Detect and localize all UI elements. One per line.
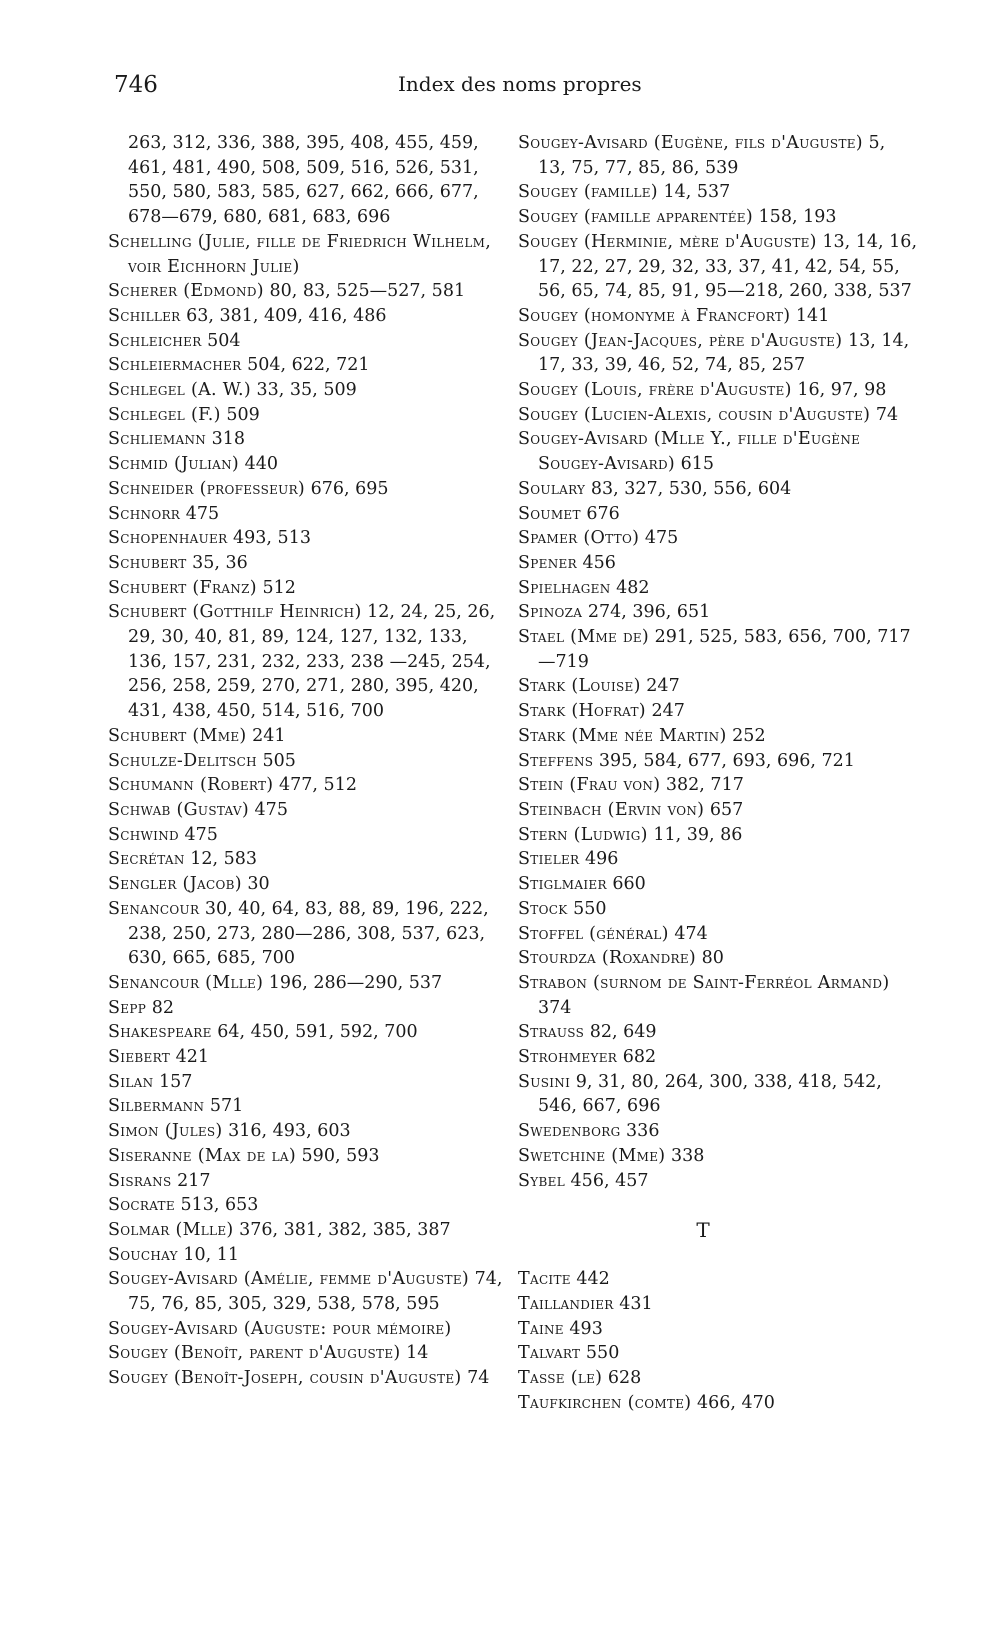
entry-page-references: 493, 513 bbox=[233, 528, 311, 549]
entry-page-references: 80 bbox=[701, 948, 724, 969]
index-entry bbox=[108, 304, 503, 329]
entry-page-references: 504, 622, 721 bbox=[247, 355, 370, 376]
entry-page-references: 509 bbox=[226, 404, 260, 425]
continued-references: 263, 312, 336, 388, 395, 408, 455, 459, 461, 481, 490, 508, 509, 516, 526, 531, 550, 580, 583, 585, 627, 662, 666, 677, 678—679, 680, 681, 683, 696 bbox=[128, 133, 479, 228]
entry-page-references: 513, 653 bbox=[180, 1195, 259, 1216]
index-entry bbox=[108, 378, 503, 403]
index-column-right bbox=[518, 131, 918, 1416]
entry-name: Sybel bbox=[518, 1170, 565, 1191]
index-entry bbox=[518, 699, 918, 724]
index-entry bbox=[518, 477, 918, 502]
entry-page-references: 440 bbox=[244, 454, 278, 475]
index-entry bbox=[518, 427, 918, 476]
entry-page-references: 590, 593 bbox=[301, 1145, 380, 1166]
entry-page-references: 475 bbox=[185, 503, 220, 524]
entry-page-references: 550 bbox=[573, 898, 607, 919]
index-entry bbox=[108, 1267, 503, 1316]
entry-name: Spener bbox=[518, 552, 577, 573]
index-entry bbox=[108, 724, 503, 749]
entry-name: Schumann (Robert) bbox=[108, 775, 274, 796]
entry-name: Senancour (Mlle) bbox=[108, 972, 264, 993]
entry-page-references: 550 bbox=[585, 1343, 620, 1364]
entry-page-references: 82, 649 bbox=[589, 1022, 657, 1043]
entry-name: Sougey-Avisard (Eugène, fils d'Auguste) bbox=[518, 133, 863, 153]
index-entry bbox=[518, 847, 918, 872]
entry-page-references: 158, 193 bbox=[758, 207, 837, 228]
entry-name: Tasse (le) bbox=[518, 1368, 603, 1389]
index-entry bbox=[108, 1341, 503, 1366]
entry-name: Sougey (famille) bbox=[518, 182, 658, 203]
entry-page-references: 291, 525, 583, 656, 700, 717—719 bbox=[538, 627, 911, 672]
entry-name: Schmid (Julian) bbox=[108, 454, 240, 475]
entry-name: Taufkirchen (comte) bbox=[518, 1392, 692, 1413]
index-entry bbox=[108, 551, 503, 576]
entry-page-references: 477, 512 bbox=[279, 775, 357, 796]
entry-name: Solmar (Mlle) bbox=[108, 1219, 234, 1240]
index-entry bbox=[108, 576, 503, 601]
entry-name: Simon (Jules) bbox=[108, 1121, 223, 1142]
entry-page-references: 456, 457 bbox=[570, 1170, 649, 1191]
index-entry bbox=[518, 1292, 918, 1317]
entry-page-references: 456 bbox=[582, 552, 616, 573]
entry-name: Schleiermacher bbox=[108, 355, 242, 376]
index-entry bbox=[518, 1366, 918, 1391]
entry-page-references: 505 bbox=[262, 750, 296, 771]
entry-name: Schnorr bbox=[108, 503, 181, 524]
entry-page-references: 504 bbox=[207, 330, 241, 351]
index-entry bbox=[518, 798, 918, 823]
index-entry bbox=[518, 897, 918, 922]
index-entry bbox=[108, 427, 503, 452]
entry-page-references: 196, 286—290, 537 bbox=[268, 972, 443, 993]
index-entry bbox=[518, 625, 918, 674]
index-entry bbox=[108, 897, 503, 971]
entry-name: Stein (Frau von) bbox=[518, 775, 661, 796]
entry-page-references: 30, 40, 64, 83, 88, 89, 196, 222, 238, 250, 273, 280—286, 308, 537, 623, 630, 665, 685, 700 bbox=[128, 898, 489, 969]
entry-page-references: 33, 35, 509 bbox=[256, 380, 357, 401]
entry-name: Senancour bbox=[108, 898, 200, 919]
entry-name: Stark (Mme née Martin) bbox=[518, 725, 727, 746]
entry-name: Spamer (Otto) bbox=[518, 528, 640, 549]
entry-page-references: 35, 36 bbox=[192, 552, 248, 573]
entry-page-references: 141 bbox=[795, 305, 830, 326]
entry-name: Sepp bbox=[108, 997, 147, 1018]
entry-page-references: 660 bbox=[612, 874, 646, 895]
index-entry bbox=[108, 1119, 503, 1144]
entry-name: Spinoza bbox=[518, 602, 583, 623]
entry-name: Schwind bbox=[108, 824, 179, 845]
entry-page-references: 12, 24, 25, 26, 29, 30, 40, 81, 89, 124, 127, 132, 133, 136, 157, 231, 232, 233, 238 —245, 254, 256, 258, 259, 270, 271, 280, 395, 420, 431, 438, 450, 514, 516, 700 bbox=[128, 602, 496, 722]
index-entry bbox=[518, 600, 918, 625]
entry-page-references: 10, 11 bbox=[183, 1244, 240, 1265]
entry-name: Stael (Mme de) bbox=[518, 627, 650, 648]
entry-page-references: 74 bbox=[467, 1368, 490, 1389]
index-entry bbox=[108, 1070, 503, 1095]
index-entry bbox=[108, 749, 503, 774]
index-column-left bbox=[108, 131, 503, 1391]
entry-page-references: 11, 39, 86 bbox=[653, 824, 743, 845]
entry-name: Schliemann bbox=[108, 429, 207, 450]
index-entry bbox=[518, 946, 918, 971]
entry-page-references: 475 bbox=[254, 799, 288, 820]
index-entry bbox=[108, 1094, 503, 1119]
entry-page-references: 217 bbox=[177, 1170, 211, 1191]
entry-page-references: 442 bbox=[576, 1269, 610, 1290]
entry-page-references: 318 bbox=[211, 429, 246, 450]
entry-name: Sougey (Jean-Jacques, père d'Auguste) bbox=[518, 330, 843, 351]
entry-name: Sougey (Lucien-Alexis, cousin d'Auguste) bbox=[518, 404, 871, 425]
index-entry bbox=[518, 205, 918, 230]
entry-name: Siseranne (Max de la) bbox=[108, 1145, 296, 1166]
index-entry bbox=[518, 551, 918, 576]
index-entry bbox=[108, 600, 503, 724]
index-entry bbox=[518, 1341, 918, 1366]
entry-name: Sougey-Avisard (Mlle Y., fille d'Eugène Sougey-Avisard) bbox=[518, 429, 861, 475]
entry-name: Schubert (Mme) bbox=[108, 725, 247, 746]
entry-name: Socrate bbox=[108, 1195, 175, 1216]
index-entry bbox=[518, 329, 918, 378]
index-entry bbox=[518, 1119, 918, 1144]
entry-name: Schneider (professeur) bbox=[108, 478, 306, 499]
running-head: Index des noms propres bbox=[398, 72, 642, 96]
entry-name: Soulary bbox=[518, 478, 586, 499]
entry-name: Stark (Hofrat) bbox=[518, 701, 646, 722]
entry-name: Sengler (Jacob) bbox=[108, 874, 242, 895]
entry-page-references: 14 bbox=[406, 1343, 429, 1364]
entry-name: Strabon (surnom de Saint-Ferréol Armand) bbox=[518, 972, 890, 993]
entry-page-references: 466, 470 bbox=[697, 1392, 775, 1413]
index-entry bbox=[108, 773, 503, 798]
index-entry bbox=[108, 329, 503, 354]
entry-name: Swetchine (Mme) bbox=[518, 1145, 666, 1166]
index-entry bbox=[108, 971, 503, 996]
entry-name: Stern (Ludwig) bbox=[518, 824, 648, 845]
entry-page-references: 482 bbox=[616, 577, 650, 598]
entry-page-references: 682 bbox=[622, 1047, 657, 1068]
entry-name: Silan bbox=[108, 1071, 154, 1092]
entry-name: Sougey (famille apparentée) bbox=[518, 207, 753, 228]
entry-name: Sougey-Avisard (Auguste: pour mémoire) bbox=[108, 1318, 452, 1339]
entry-name: Stourdza (Roxandre) bbox=[518, 948, 697, 969]
entry-name: Souchay bbox=[108, 1244, 178, 1265]
entry-page-references: 12, 583 bbox=[190, 849, 258, 870]
index-entry bbox=[108, 502, 503, 527]
entry-name: Shakespeare bbox=[108, 1022, 212, 1043]
entry-page-references: 13, 14, 16, 17, 22, 27, 29, 32, 33, 37, 41, 42, 54, 55, 56, 65, 74, 85, 91, 95—218, 260, 338, 537 bbox=[538, 231, 918, 302]
index-entry bbox=[108, 353, 503, 378]
index-entry bbox=[108, 452, 503, 477]
entry-name: Sougey (Benoît, parent d'Auguste) bbox=[108, 1343, 401, 1364]
entry-name: Sougey-Avisard (Amélie, femme d'Auguste) bbox=[108, 1269, 470, 1290]
index-entry bbox=[518, 749, 918, 774]
entry-page-references: 512 bbox=[262, 577, 296, 598]
index-entry-list bbox=[518, 1267, 918, 1415]
index-entry bbox=[518, 378, 918, 403]
entry-page-references: 63, 381, 409, 416, 486 bbox=[186, 305, 387, 326]
entry-page-references: 338 bbox=[671, 1145, 705, 1166]
index-entry bbox=[108, 1169, 503, 1194]
entry-name: Schubert (Gotthilf Heinrich) bbox=[108, 602, 362, 623]
entry-page-references: 247 bbox=[646, 676, 680, 697]
entry-name: Soumet bbox=[518, 503, 581, 524]
entry-name: Sougey (Louis, frère d'Auguste) bbox=[518, 380, 792, 401]
entry-name: Sougey (Herminie, mère d'Auguste) bbox=[518, 231, 817, 252]
index-entry bbox=[518, 1391, 918, 1416]
index-entry-list bbox=[108, 230, 503, 1391]
index-entry bbox=[108, 872, 503, 897]
index-entry bbox=[518, 922, 918, 947]
entry-name: Tacite bbox=[518, 1269, 571, 1290]
index-entry bbox=[108, 1144, 503, 1169]
page-number: 746 bbox=[114, 72, 158, 98]
index-entry bbox=[108, 1193, 503, 1218]
entry-page-references: 74, 75, 76, 85, 305, 329, 538, 578, 595 bbox=[128, 1269, 503, 1315]
index-entry bbox=[518, 526, 918, 551]
entry-name: Sougey (homonyme à Francfort) bbox=[518, 305, 791, 326]
index-entry bbox=[108, 279, 503, 304]
entry-page-references: 493 bbox=[569, 1318, 603, 1339]
entry-page-references: 64, 450, 591, 592, 700 bbox=[217, 1022, 418, 1043]
index-entry bbox=[518, 502, 918, 527]
entry-page-references: 676, 695 bbox=[310, 478, 389, 499]
index-entry bbox=[518, 576, 918, 601]
entry-page-references: 247 bbox=[651, 701, 685, 722]
entry-page-references: 16, 97, 98 bbox=[797, 380, 887, 401]
index-entry bbox=[518, 1267, 918, 1292]
entry-page-references: 30 bbox=[247, 874, 270, 895]
entry-page-references: 376, 381, 382, 385, 387 bbox=[239, 1219, 451, 1240]
index-entry bbox=[108, 1045, 503, 1070]
index-entry bbox=[518, 1169, 918, 1194]
entry-page-references: 395, 584, 677, 693, 696, 721 bbox=[598, 750, 855, 771]
index-entry bbox=[108, 798, 503, 823]
entry-name: Sougey (Benoît-Joseph, cousin d'Auguste) bbox=[108, 1368, 462, 1389]
entry-name: Silbermann bbox=[108, 1096, 205, 1117]
entry-page-references: 80, 83, 525—527, 581 bbox=[269, 281, 466, 302]
index-entry bbox=[518, 1045, 918, 1070]
entry-name: Steffens bbox=[518, 750, 594, 771]
entry-name: Stock bbox=[518, 898, 568, 919]
index-entry bbox=[518, 1020, 918, 1045]
index-entry bbox=[518, 773, 918, 798]
entry-page-references: 571 bbox=[209, 1096, 244, 1117]
entry-page-references: 5, 13, 75, 77, 85, 86, 539 bbox=[538, 133, 886, 178]
index-entry bbox=[108, 230, 503, 279]
index-entry bbox=[108, 1218, 503, 1243]
entry-name: Stark (Louise) bbox=[518, 676, 641, 697]
entry-name: Schulze-Delitsch bbox=[108, 750, 257, 771]
index-entry-list bbox=[518, 131, 918, 1193]
entry-name: Strauss bbox=[518, 1022, 585, 1043]
index-entry bbox=[108, 1243, 503, 1268]
entry-name: Schleicher bbox=[108, 330, 202, 351]
entry-name: Strohmeyer bbox=[518, 1047, 618, 1068]
index-entry bbox=[108, 403, 503, 428]
entry-name: Steinbach (Ervin von) bbox=[518, 799, 705, 820]
entry-name: Schubert bbox=[108, 552, 187, 573]
entry-page-references: 241 bbox=[252, 725, 286, 746]
entry-page-references: 9, 31, 80, 264, 300, 338, 418, 542, 546, 667, 696 bbox=[538, 1071, 882, 1117]
index-entry bbox=[518, 403, 918, 428]
entry-name: Secrétan bbox=[108, 849, 185, 870]
entry-name: Swedenborg bbox=[518, 1121, 621, 1142]
entry-page-references: 475 bbox=[644, 528, 679, 549]
entry-name: Stoffel (général) bbox=[518, 923, 669, 944]
entry-page-references: 252 bbox=[732, 725, 766, 746]
entry-page-references: 83, 327, 530, 556, 604 bbox=[590, 478, 792, 499]
index-entry bbox=[108, 847, 503, 872]
index-entry bbox=[518, 1317, 918, 1342]
entry-page-references: 157 bbox=[158, 1071, 193, 1092]
entry-page-references: 431 bbox=[619, 1294, 653, 1314]
index-entry bbox=[108, 1366, 503, 1391]
entry-name: Schiller bbox=[108, 305, 181, 326]
entry-page-references: 74 bbox=[875, 404, 899, 425]
index-entry bbox=[108, 477, 503, 502]
entry-name: Schubert (Franz) bbox=[108, 577, 257, 598]
entry-page-references: 274, 396, 651 bbox=[587, 602, 711, 623]
entry-name: Taillandier bbox=[518, 1294, 614, 1314]
index-entry bbox=[108, 1317, 503, 1342]
entry-name: Schwab (Gustav) bbox=[108, 799, 249, 820]
index-entry bbox=[518, 971, 918, 1020]
index-entry bbox=[518, 724, 918, 749]
entry-name: Schlegel (A. W.) bbox=[108, 380, 251, 401]
entry-page-references: 615 bbox=[680, 454, 715, 475]
entry-name: Stiglmaier bbox=[518, 874, 607, 895]
entry-name: Stieler bbox=[518, 849, 580, 870]
index-entry bbox=[518, 823, 918, 848]
entry-name: Sisrans bbox=[108, 1170, 172, 1191]
entry-name: Schelling (Julie, fille de Friedrich Wilhelm, voir Eichhorn Julie) bbox=[108, 231, 492, 277]
entry-name: Schopenhauer bbox=[108, 528, 228, 549]
index-entry bbox=[518, 1144, 918, 1169]
entry-name: Talvart bbox=[518, 1343, 581, 1364]
entry-name: Spielhagen bbox=[518, 577, 611, 598]
index-entry bbox=[108, 823, 503, 848]
index-entry bbox=[108, 526, 503, 551]
index-entry bbox=[518, 1070, 918, 1119]
index-entry bbox=[518, 872, 918, 897]
entry-page-references: 676 bbox=[586, 503, 620, 524]
entry-page-references: 336 bbox=[626, 1121, 660, 1142]
section-letter-heading: T bbox=[696, 1217, 710, 1242]
entry-page-references: 628 bbox=[607, 1368, 642, 1389]
entry-page-references: 82 bbox=[151, 997, 174, 1018]
entry-page-references: 657 bbox=[709, 799, 744, 820]
entry-name: Siebert bbox=[108, 1047, 170, 1068]
entry-page-references: 13, 14, 17, 33, 39, 46, 52, 74, 85, 257 bbox=[538, 330, 910, 376]
entry-page-references: 496 bbox=[584, 849, 619, 870]
entry-name: Schlegel (F.) bbox=[108, 404, 221, 425]
index-entry bbox=[518, 230, 918, 304]
entry-page-references: 14, 537 bbox=[663, 182, 731, 203]
entry-page-references: 475 bbox=[184, 824, 218, 845]
index-entry bbox=[518, 180, 918, 205]
entry-page-references: 374 bbox=[538, 997, 572, 1018]
index-entry bbox=[108, 1020, 503, 1045]
index-entry bbox=[518, 674, 918, 699]
index-entry bbox=[518, 304, 918, 329]
entry-page-references: 421 bbox=[175, 1047, 209, 1068]
entry-page-references: 316, 493, 603 bbox=[228, 1121, 351, 1142]
entry-page-references: 474 bbox=[674, 923, 708, 944]
entry-page-references: 382, 717 bbox=[665, 775, 744, 796]
index-entry bbox=[518, 131, 918, 180]
entry-name: Scherer (Edmond) bbox=[108, 281, 264, 302]
entry-name: Taine bbox=[518, 1318, 564, 1339]
index-entry bbox=[108, 996, 503, 1021]
entry-name: Susini bbox=[518, 1071, 571, 1092]
